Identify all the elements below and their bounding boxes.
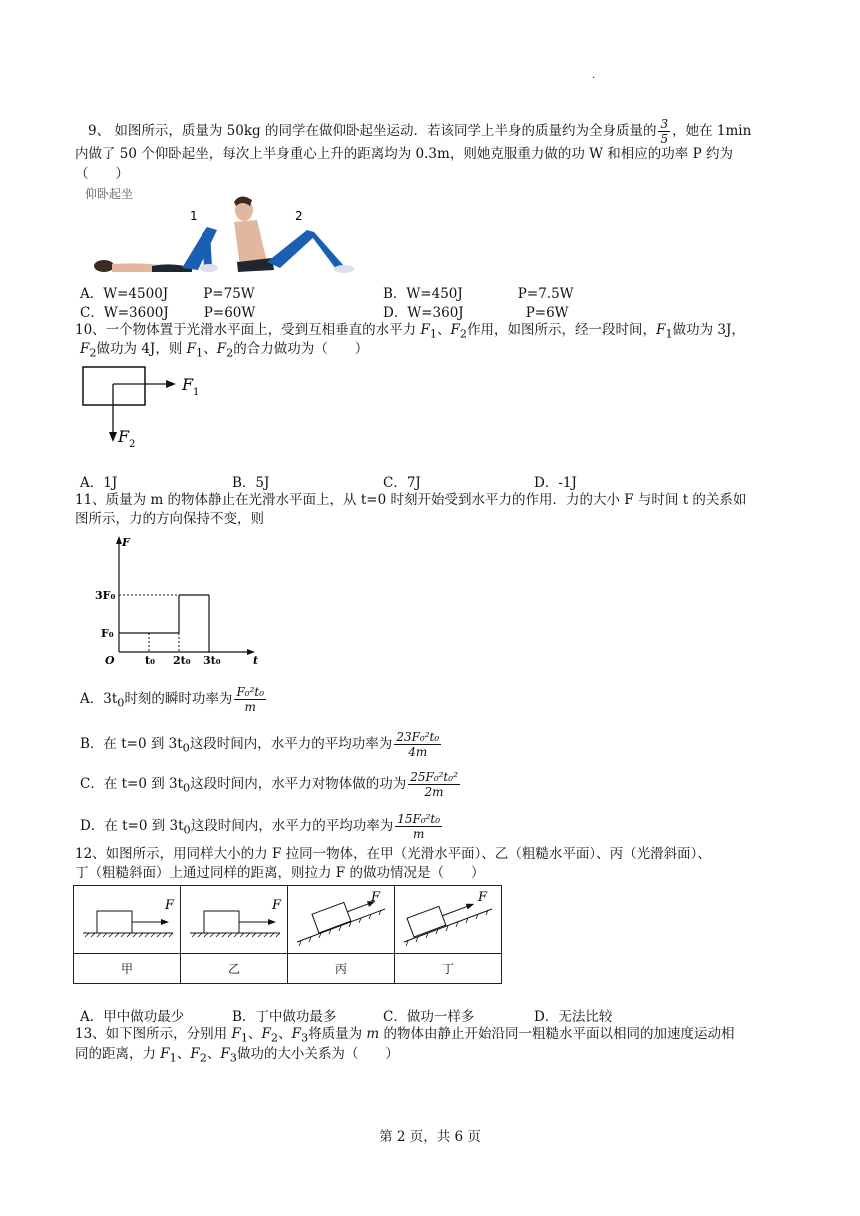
jia-arrowhead [161, 919, 169, 925]
q12-cell-jia [74, 886, 181, 954]
person2-torso [234, 220, 267, 266]
chart-plot-area [95, 536, 258, 667]
q11-d-fraction: $\frac{\text{15F₀²t₀}}{m}$ [397, 812, 441, 841]
bing-incline [297, 909, 385, 942]
bing-block [312, 902, 351, 933]
f2-subscript: 2 [129, 439, 136, 450]
header-dot: . [592, 70, 596, 81]
f2-label: F [118, 427, 130, 446]
q12-cell-ding [395, 886, 502, 954]
label-jia: 甲 [74, 954, 181, 984]
block-rect [83, 367, 145, 405]
q11-stem-line1: 11、质量为 m 的物体静止在光滑水平面上，从 t=0 时刻开始受到水平力的作用．力的大小 F 与时间 t 的关系如 [75, 492, 747, 508]
ding-diagram [396, 887, 500, 949]
q10-option-a[interactable]: A．1J [80, 475, 118, 491]
q12-cell-yi [181, 886, 288, 954]
person2-thigh [267, 230, 315, 268]
page-footer: 第 2 页，共 6 页 [379, 1129, 481, 1145]
q9-stem-line1: 9、 如图所示，质量为 50kg 的同学在做仰卧起坐运动．若该同学上半身的质量约为全身质量的 $\frac{3}{5}$ ，她在 1min [88, 117, 752, 146]
q9-option-d[interactable]: D．W=360J P=6W [383, 305, 569, 321]
q11-option-c[interactable]: C．在 t=0 到 $3t_0$这段时间内，水平力对物体做的功为 $\frac{\text{25F₀²t₀²}}{2m}$ [80, 770, 458, 799]
yi-force-label: F [272, 898, 282, 913]
f2-arrowhead [109, 432, 117, 442]
q11-stem-line2: 图所示，力的方向保持不变，则 [75, 511, 264, 527]
jia-hatch [85, 933, 173, 937]
y-axis-label: F [122, 536, 130, 549]
q9-option-a[interactable]: A．W=4500J P=75W [80, 286, 255, 302]
q11-option-d[interactable]: D．在 t=0 到 $3t_0$这段时间内，水平力的平均功率为 $\frac{\text{15F₀²t₀}}{m}$ [80, 812, 441, 841]
person1-shoe [200, 264, 218, 272]
jia-force-label: F [165, 898, 175, 913]
jia-block [97, 911, 132, 933]
ding-block-group [407, 894, 478, 937]
x-tick-2t0: 2t₀ [173, 654, 191, 667]
q9-option-c[interactable]: C．W=3600J P=60W [80, 305, 256, 321]
q11-a-fraction: $\frac{\text{F₀²t₀}}{m}$ [236, 685, 265, 714]
q13-stem-line2: 同的距离，力 $F_1$、$F_2$、$F_3$做功的大小关系为（ ） [75, 1046, 399, 1065]
q11-option-a[interactable]: A．$3t_0$时刻的瞬时功率为 $\frac{\text{F₀²t₀}}{m}$ [80, 685, 265, 714]
f1-arrowhead [166, 380, 176, 388]
y-tick-3f0: 3F₀ [95, 589, 116, 602]
jia-diagram [75, 887, 179, 949]
label-yi: 乙 [181, 954, 288, 984]
label-bing: 丙 [288, 954, 395, 984]
q10-option-c[interactable]: C．7J [383, 475, 421, 491]
x-tick-origin: O [105, 654, 115, 667]
ding-block [407, 906, 446, 937]
bing-force-label: F [371, 890, 381, 905]
q10-option-b[interactable]: B．5J [232, 475, 270, 491]
ding-force-line [442, 906, 468, 916]
yi-hatch [192, 933, 280, 937]
situp-figure [82, 192, 357, 277]
bing-force-line [347, 903, 369, 911]
q10-force-diagram [78, 362, 218, 457]
y-tick-f0: F₀ [101, 627, 114, 640]
q12-option-c[interactable]: C．做功一样多 [383, 1009, 475, 1025]
q10-stem-line1: 10、一个物体置于光滑水平面上，受到互相垂直的水平力 $F_1$、$F_2$作用，如图所示，经一段时间，$F_1$做功为 3J， [75, 322, 745, 341]
person2-shoe [334, 265, 354, 273]
q11-option-b[interactable]: B．在 t=0 到 $3t_0$这段时间内，水平力的平均功率为 $\frac{\text{23F₀²t₀}}{4m}$ [80, 730, 440, 759]
label-ding: 丁 [395, 954, 502, 984]
q12-option-d[interactable]: D．无法比较 [534, 1009, 613, 1025]
q9-answer-blank: （ ） [75, 166, 129, 182]
ding-arrowhead [466, 901, 476, 909]
q9-stem-line2: 内做了 50 个仰卧起坐，每次上半身重心上升的距离均为 0.3m，则她克服重力做的功 W 和相应的功率 P 约为 [75, 146, 733, 162]
x-tick-3t0: 3t₀ [203, 654, 221, 667]
x-axis-label: t [253, 654, 259, 667]
bing-diagram [289, 887, 393, 949]
q12-stem-line2: 丁（粗糙斜面）上通过同样的距离，则拉力 F 的做功情况是（ ） [75, 865, 485, 881]
force-time-chart [95, 534, 259, 669]
ding-force-label: F [478, 890, 488, 905]
q12-stem-line1: 12、如图所示，用同样大小的力 F 拉同一物体，在甲（光滑水平面）、乙（粗糙水平面）、丙（光滑斜面）、 [75, 846, 711, 862]
q12-figure-table [73, 885, 502, 984]
q11-b-fraction: $\frac{\text{23F₀²t₀}}{4m}$ [396, 730, 440, 759]
q12-cell-bing [288, 886, 395, 954]
q10-option-d[interactable]: D．-1J [534, 475, 577, 491]
f1-subscript: 1 [193, 387, 200, 398]
pose-2-label: 2 [295, 209, 303, 223]
bing-block-group [312, 892, 379, 933]
x-tick-t0: t₀ [145, 654, 155, 667]
q10-stem-line2: $F_2$做功为 4J，则 $F_1$、$F_2$的合力做功为（ ） [80, 341, 369, 360]
yi-block [204, 911, 239, 933]
f1-label: F [182, 375, 194, 394]
q12-option-a[interactable]: A．甲中做功最少 [80, 1009, 185, 1025]
fraction-3-5: $\frac{3}{5}$ [660, 117, 669, 146]
pose-1-label: 1 [190, 209, 198, 223]
yi-diagram [182, 887, 286, 949]
q13-stem-line1: 13、如下图所示，分别用 $F_1$、$F_2$、$F_3$将质量为 m 的物体由静止开始沿同一粗糙水平面以相同的加速度运动相 [75, 1026, 735, 1045]
yi-arrowhead [268, 919, 276, 925]
q9-option-b[interactable]: B．W=450J P=7.5W [383, 286, 574, 302]
q11-c-fraction: $\frac{\text{25F₀²t₀²}}{2m}$ [410, 770, 458, 799]
q12-option-b[interactable]: B．丁中做功最多 [232, 1009, 337, 1025]
person1-head [94, 260, 114, 272]
person2-shin [307, 230, 344, 269]
situp-figure-caption: 仰卧起坐 [85, 187, 134, 201]
